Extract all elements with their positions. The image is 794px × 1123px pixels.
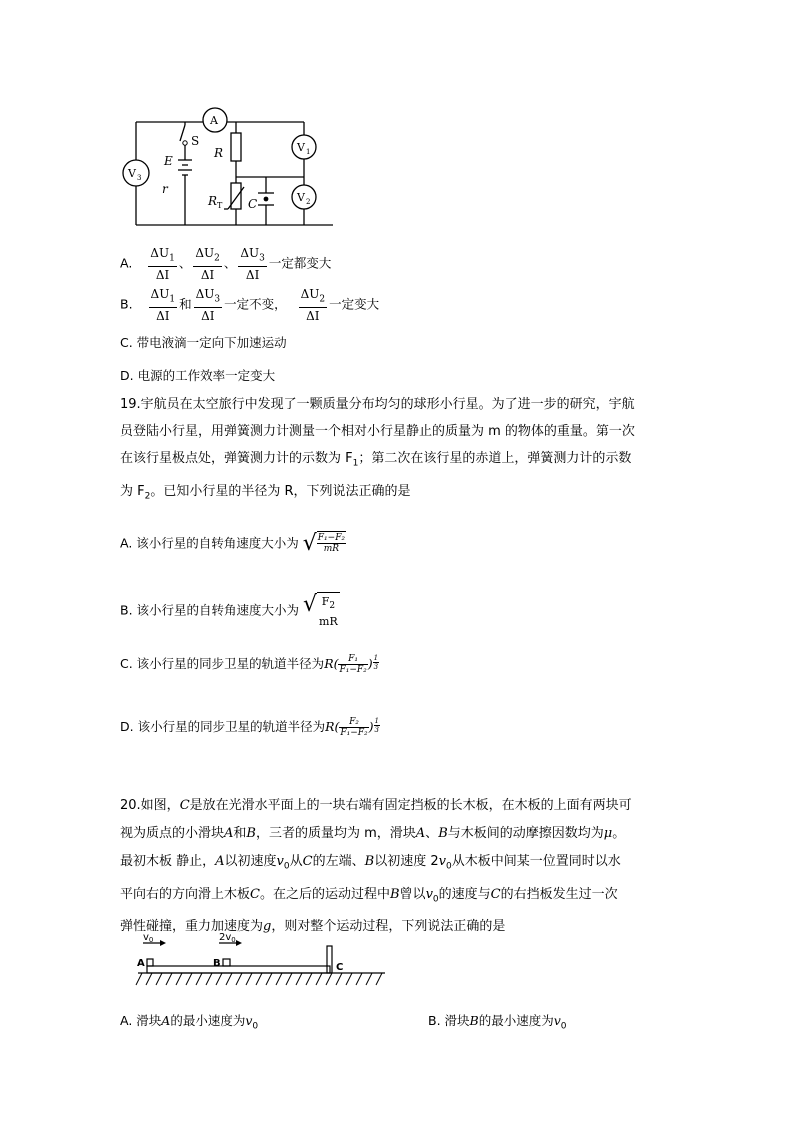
label-V2: V	[297, 191, 305, 204]
q18-option-c: C. 带电液滴一定向下加速运动	[120, 335, 287, 350]
sqrt-expression: √ $F_2$ mR	[303, 592, 338, 629]
q18-option-d: D. 电源的工作效率一定变大	[120, 368, 276, 383]
label-v0: $v_0$	[143, 932, 154, 944]
label-RT-sub: T	[217, 201, 223, 210]
q20-option-a: A. 滑块A的最小速度为$v_0$	[120, 1013, 259, 1032]
label-board-C: C	[336, 962, 344, 973]
label-V3-sub: 3	[137, 174, 142, 182]
fraction-du1: $\frac{\Delta U_1}{\Delta I}$	[150, 287, 176, 324]
label-V3: V	[128, 167, 136, 180]
q18-option-b: B. $\frac{\Delta U_1}{\Delta I}$ 和 $\frac{\Delta U_3}{\Delta I}$ 一定不变， $\frac{\Delta U_2}{\Delta I}$ 一定变大	[120, 287, 380, 324]
q19-option-b: B. 该小行星的自转角速度大小为 √ $F_2$ mR	[120, 592, 338, 629]
q19-option-c: C. 该小行星的同步卫星的轨道半径为R( $\frac{\text{F₁}}{\text{F₁−F₂}}$ ) $^{\frac{1}{3}}$	[120, 654, 379, 675]
label-2v0: $2v_0$	[219, 932, 236, 944]
label-V2-sub: 2	[306, 198, 311, 206]
q19-option-a: A. 该小行星的自转角速度大小为 √ $\frac{\text{F₁−F₂}}{mR}$	[120, 531, 346, 556]
label-r: r	[162, 182, 168, 196]
label-block-B: B	[213, 958, 221, 969]
q19-option-d: D. 该小行星的同步卫星的轨道半径为R( $\frac{\text{F₂}}{\text{F₁−F₂}}$ ) $^{\frac{1}{3}}$	[120, 717, 379, 738]
label-E: E	[164, 154, 173, 168]
q18-option-a: A. $\frac{\Delta U_1}{\Delta I}$ 、 $\frac{\Delta U_2}{\Delta I}$ 、 $\frac{\Delta U_3}{\Delta I}$ 一定都变大	[120, 246, 332, 283]
fraction-du1: $\frac{\Delta U_1}{\Delta I}$	[150, 246, 175, 283]
label-RT: R	[208, 194, 218, 208]
fraction-du2: $\frac{\Delta U_2}{\Delta I}$	[195, 246, 220, 283]
sqrt-expression: √ $\frac{\text{F₁−F₂}}{mR}$	[302, 531, 346, 556]
fraction-du2: $\frac{\Delta U_2}{\Delta I}$	[300, 287, 326, 324]
board-figure	[130, 930, 390, 992]
fraction-du3: $\frac{\Delta U_3}{\Delta I}$	[195, 287, 221, 324]
label-R: R	[214, 146, 224, 160]
q19-stem: 19.宇航员在太空旅行中发现了一颗质量分布均匀的球形小行星。为了进一步的研究，宇航 员登陆小行星，用弹簧测力计测量一个相对小行星静止的质量为 m 的物体的重量。第一次 在该行星极点处，弹簧测力计的示数为 $F_1$；第二次在该行星的赤道上，弹簧测力计的示数 为 $F_2$。已知小行星的半径为 R，下列说法正确的是	[120, 397, 635, 502]
q20-stem: 20.如图，C是放在光滑水平面上的一块右端有固定挡板的长木板，在木板的上面有两块可 视为质点的小滑块A和B，三者的质量均为 m，滑块A、B与木板间的动摩擦因数均为μ。 最初木板 静止，A以初速度$v_0$从C的左端、B以初速度 $2v_0$从木板中间某一位置同时以水 平向右的方向滑上木板C。在之后的运动过程中B曾以$v_0$的速度与C的右挡板发生过一次 弹性碰撞，重力加速度为g，则对整个运动过程，下列说法正确的是	[120, 798, 632, 935]
q20-option-b: B. 滑块B的最小速度为$v_0$	[428, 1013, 567, 1032]
label-S: S	[191, 134, 200, 148]
label-V1-sub: 1	[306, 148, 311, 156]
fraction-du3: $\frac{\Delta U_3}{\Delta I}$	[240, 246, 265, 283]
label-V1: V	[297, 141, 305, 154]
label-C: C	[248, 197, 258, 211]
label-A: A	[210, 114, 218, 127]
circuit-diagram	[118, 105, 348, 230]
label-block-A: A	[137, 958, 145, 969]
